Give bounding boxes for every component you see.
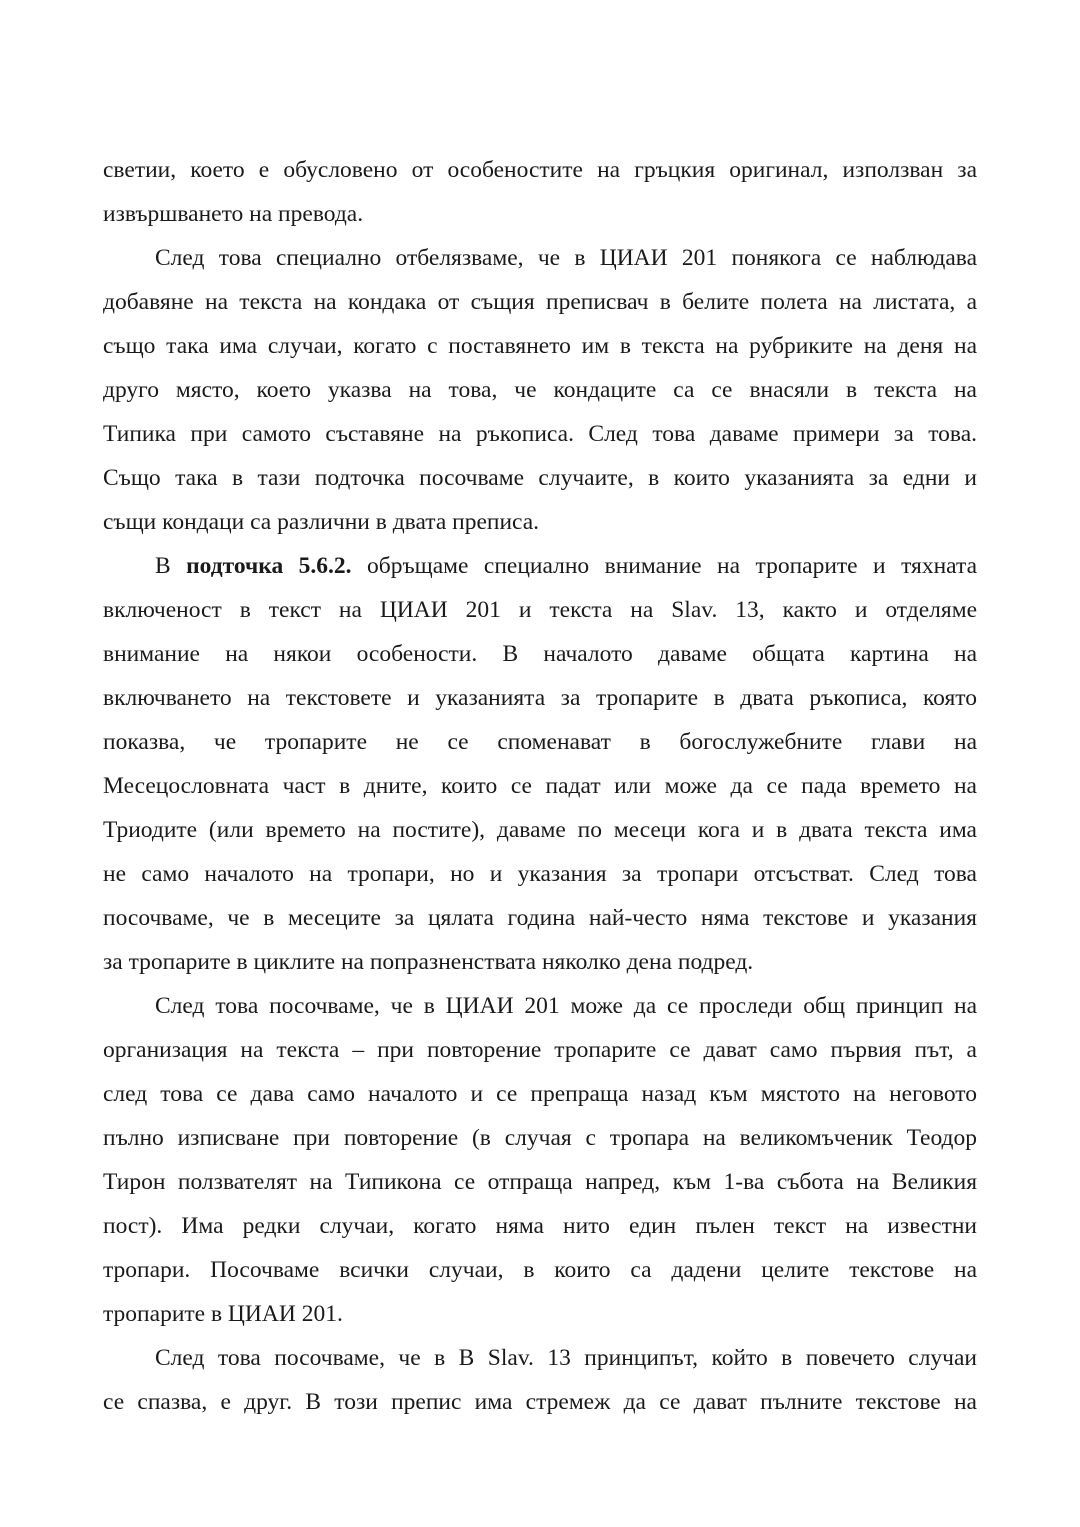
paragraph-3	[103, 544, 977, 984]
text-line: След това специално отбелязваме, че в ЦИАИ 201 понякога се наблюдава	[155, 245, 977, 271]
text-line: също така има случаи, когато с поставянето им в текста на рубриките на деня на	[103, 333, 977, 359]
document-page	[103, 148, 977, 1424]
text-line: Триодите (или времето на постите), даваме по месеци кога и в двата текста има	[103, 817, 977, 843]
text-line: тропарите в ЦИАИ 201.	[103, 1301, 343, 1327]
text-line: След това посочваме, че в ЦИАИ 201 може да се проследи общ принцип на	[155, 993, 977, 1019]
text-line: Типика при самото съставяне на ръкописа. След това даваме примери за това.	[103, 421, 977, 447]
text-line: Тирон ползвателят на Типикона се отпраща напред, към 1-ва събота на Великия	[103, 1169, 977, 1195]
paragraph-1	[103, 148, 977, 236]
text-line: След това посочваме, че в B Slav. 13 принципът, който в повечето случаи	[155, 1345, 977, 1371]
text-line: Месецословната част в дните, които се падат или може да се пада времето на	[103, 773, 977, 799]
text-line: показва, че тропарите не се споменават в богослужебните глави на	[103, 729, 977, 755]
text-line: за тропарите в циклите на попразненствата няколко дена подред.	[103, 949, 754, 975]
text-line: извършването на превода.	[103, 201, 364, 227]
paragraph-4	[103, 984, 977, 1336]
text-line: внимание на някои особености. В началото даваме общата картина на	[103, 641, 977, 667]
text-line: добавяне на текста на кондака от същия преписвач в белите полета на листата, а	[103, 289, 977, 315]
text-line: пълно изписване при повторение (в случая с тропара на великомъченик Теодор	[103, 1125, 977, 1151]
text-line: се спазва, е друг. В този препис има стремеж да се дават пълните текстове на	[103, 1389, 977, 1415]
text-line: посочваме, че в месеците за цялата година най-често няма текстове и указания	[103, 905, 977, 931]
text-line: Също така в тази подточка посочваме случаите, в които указанията за едни и	[103, 465, 977, 491]
text-line	[103, 544, 977, 588]
text-line: тропари. Посочваме всички случаи, в които са дадени целите текстове на	[103, 1257, 977, 1283]
text-line: същи кондаци са различни в двата преписа.	[103, 509, 540, 535]
text-line: включеност в текст на ЦИАИ 201 и текста на Slav. 13, както и отделяме	[103, 597, 977, 623]
inline-text: обръщаме специално внимание на тропарите и тяхната	[351, 553, 977, 579]
paragraph-5	[103, 1336, 977, 1424]
text-line: не само началото на тропари, но и указания за тропари отсъстват. След това	[103, 861, 977, 887]
text-line: светии, което е обусловено от особеностите на гръцкия оригинал, използван за	[103, 157, 977, 183]
subsection-reference: подточка 5.6.2.	[186, 553, 352, 579]
text-line: включването на текстовете и указанията за тропарите в двата ръкописа, която	[103, 685, 977, 711]
paragraph-2	[103, 236, 977, 544]
text-line: организация на текста – при повторение тропарите се дават само първия път, а	[103, 1037, 977, 1063]
inline-text: В	[155, 553, 187, 579]
text-line: след това се дава само началото и се препраща назад към мястото на неговото	[103, 1081, 977, 1107]
text-line: друго място, което указва на това, че кондаците са се внасяли в текста на	[103, 377, 977, 403]
text-line: пост). Има редки случаи, когато няма нито един пълен текст на известни	[103, 1213, 977, 1239]
